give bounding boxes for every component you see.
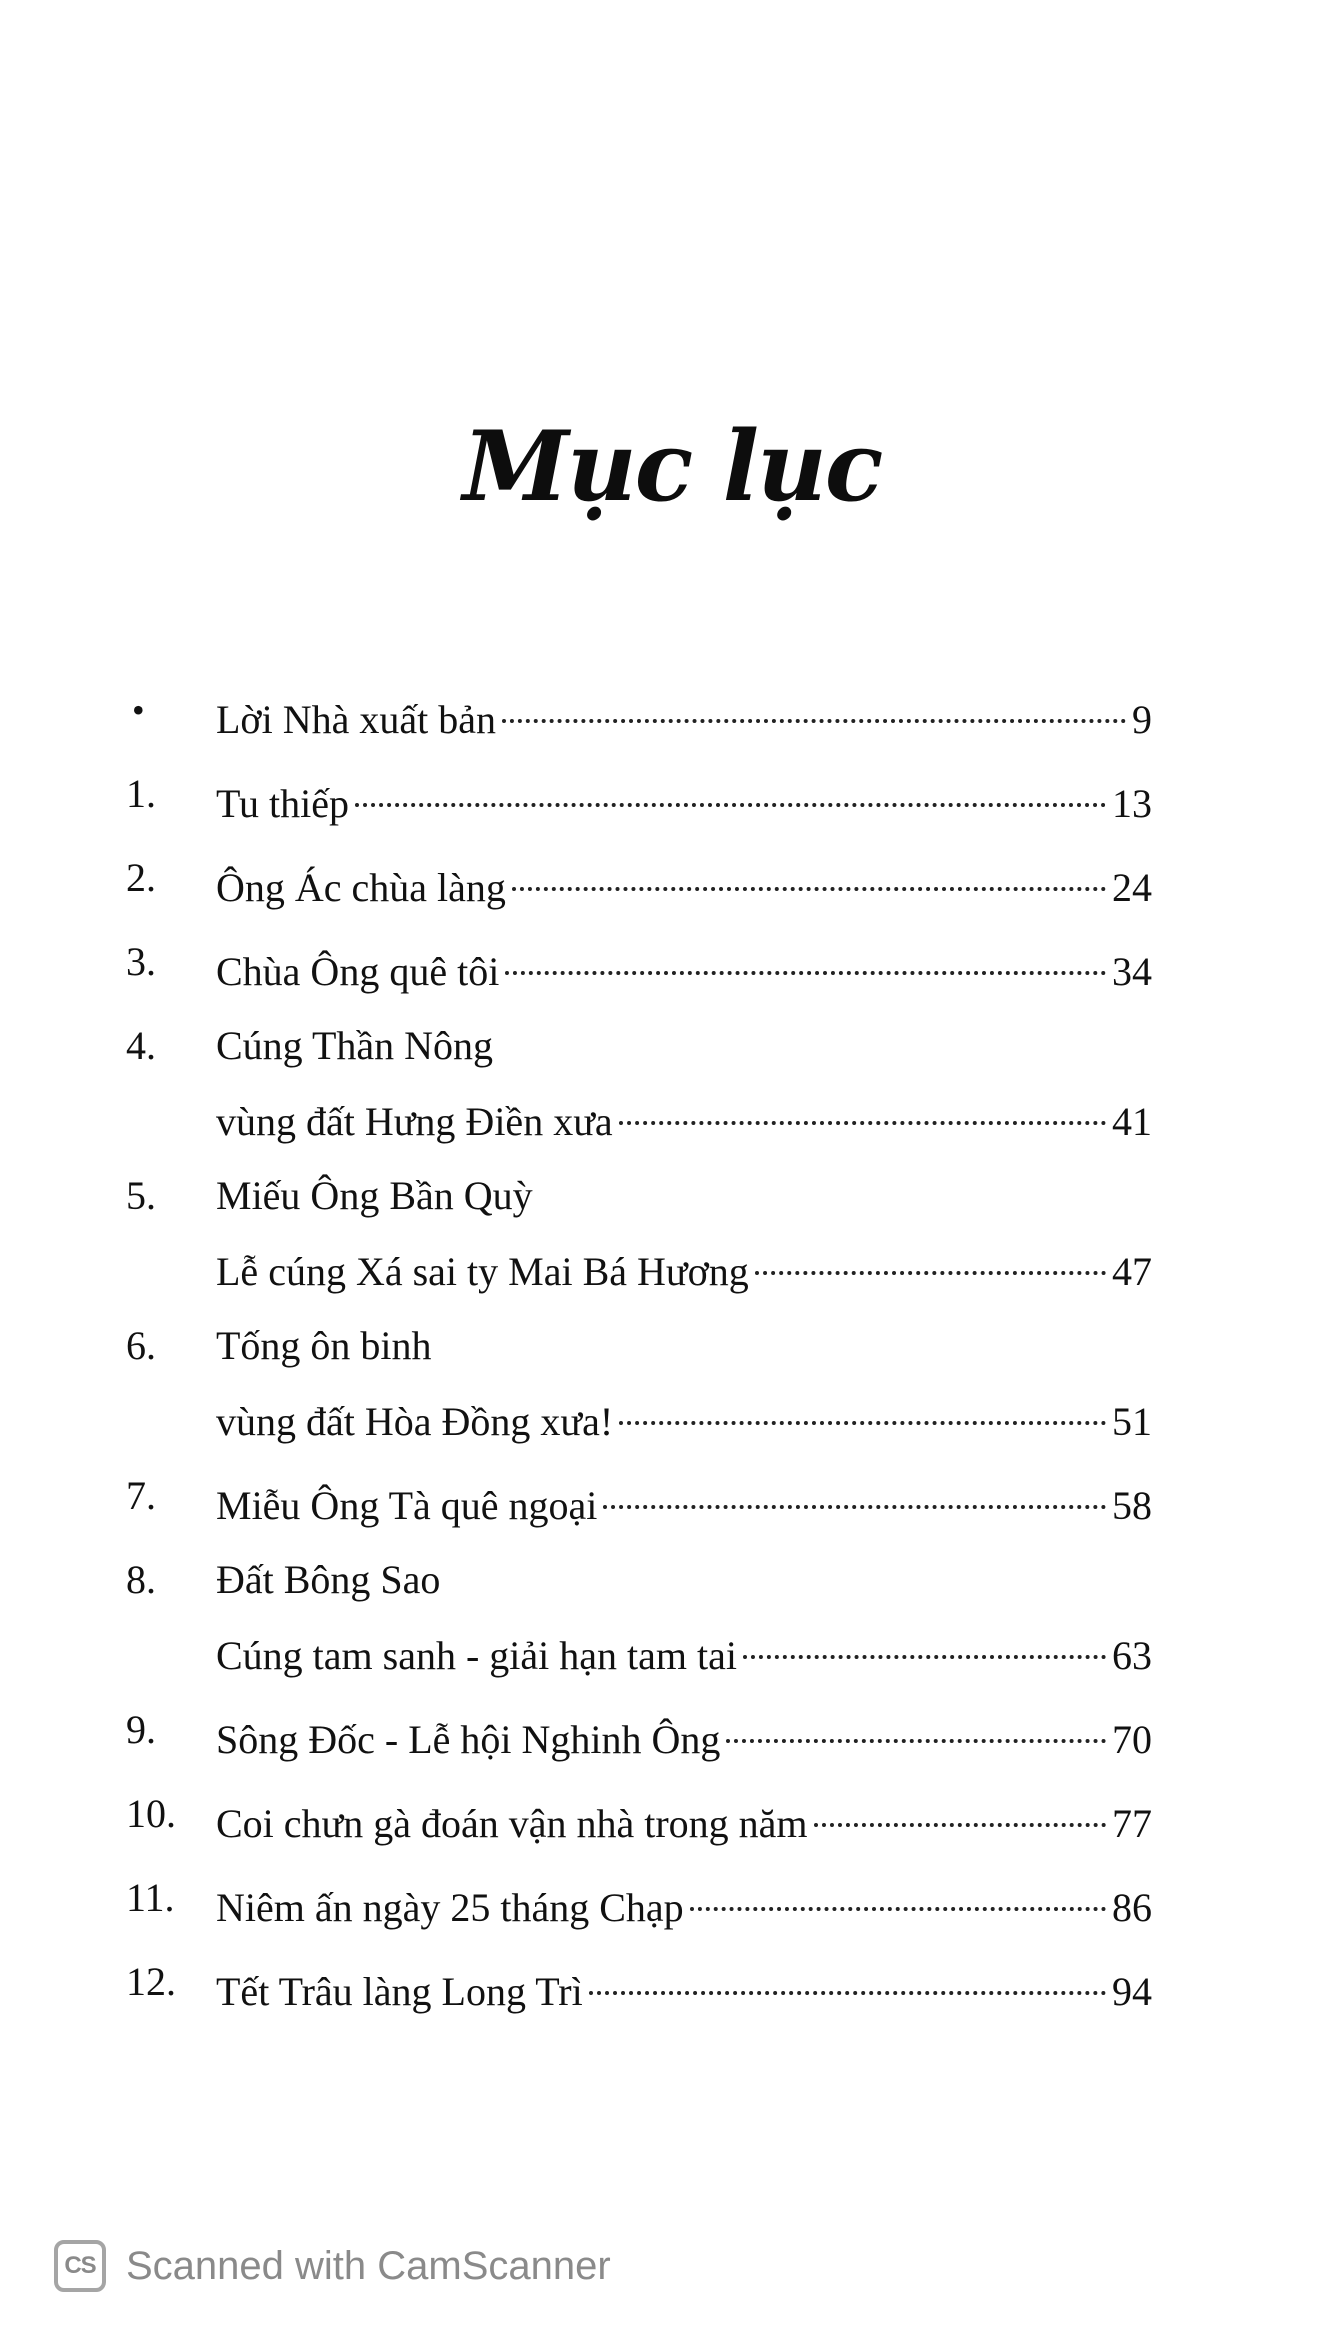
entry-number: 11.: [126, 1875, 175, 1920]
camscanner-logo-icon: CS: [54, 2240, 106, 2292]
entry-page: 51: [1112, 1399, 1152, 1444]
entry-title-line2: vùng đất Hòa Đồng xưa!: [216, 1399, 614, 1444]
dot-leader: [619, 1121, 1106, 1125]
entry-page: 24: [1112, 865, 1152, 910]
entry-page: 34: [1112, 949, 1152, 994]
entry-title-line1: Đất Bông Sao: [216, 1557, 441, 1602]
entry-title: Miễu Ông Tà quê ngoại: [216, 1483, 598, 1528]
dot-leader: [755, 1271, 1106, 1275]
dot-leader: [743, 1655, 1106, 1659]
entry-title: Niêm ấn ngày 25 tháng Chạp: [216, 1885, 684, 1930]
scanner-watermark: [54, 2236, 611, 2296]
toc-entry: [126, 1690, 1152, 1774]
entry-title: Chùa Ông quê tôi: [216, 949, 500, 994]
toc-entry: [126, 922, 1152, 1006]
toc-entry: [126, 838, 1152, 922]
toc-entry: [126, 1540, 1152, 1690]
toc-entry: [126, 1456, 1152, 1540]
entry-page: 41: [1112, 1099, 1152, 1144]
entry-number: 6.: [126, 1323, 156, 1368]
toc-entry: [126, 754, 1152, 838]
dot-leader: [726, 1739, 1106, 1743]
entry-number: 7.: [126, 1473, 156, 1518]
toc-entry: [126, 1858, 1152, 1942]
entry-number: •: [132, 690, 145, 730]
entry-page: 58: [1112, 1483, 1152, 1528]
page-title: Mục lục: [462, 410, 882, 523]
entry-number: 4.: [126, 1023, 156, 1068]
dot-leader: [814, 1823, 1106, 1827]
toc-entry: [126, 1774, 1152, 1858]
dot-leader: [589, 1991, 1106, 1995]
entry-page: 63: [1112, 1633, 1152, 1678]
watermark-text: Scanned with CamScanner: [126, 2243, 611, 2288]
entry-number: 3.: [126, 939, 156, 984]
entry-number: 5.: [126, 1173, 156, 1218]
toc-entry: [126, 670, 1152, 754]
dot-leader: [512, 887, 1106, 891]
entry-title-line2: vùng đất Hưng Điền xưa: [216, 1099, 613, 1144]
entry-title: Lời Nhà xuất bản: [216, 697, 496, 742]
entry-title: Tết Trâu làng Long Trì: [216, 1969, 583, 2014]
dot-leader: [603, 1505, 1106, 1509]
dot-leader: [502, 719, 1126, 723]
entry-number: 12.: [126, 1959, 176, 2004]
entry-title: Coi chưn gà đoán vận nhà trong năm: [216, 1801, 808, 1846]
entry-title-line2: Cúng tam sanh - giải hạn tam tai: [216, 1633, 737, 1678]
toc-entry: [126, 1006, 1152, 1156]
entry-title-line1: Cúng Thần Nông: [216, 1023, 494, 1068]
dot-leader: [690, 1907, 1106, 1911]
entry-page: 47: [1112, 1249, 1152, 1294]
entry-number: 1.: [126, 771, 156, 816]
dot-leader: [355, 803, 1106, 807]
entry-page: 77: [1112, 1801, 1152, 1846]
entry-page: 94: [1112, 1969, 1152, 2014]
entry-number: 9.: [126, 1707, 156, 1752]
entry-title-line1: Tống ôn binh: [216, 1323, 432, 1368]
toc-entry: [126, 1942, 1152, 2026]
entry-title-line1: Miếu Ông Bần Quỳ: [216, 1173, 533, 1218]
entry-page: 70: [1112, 1717, 1152, 1762]
entry-title: Tu thiếp: [216, 781, 350, 826]
entry-number: 2.: [126, 855, 156, 900]
toc-entry: [126, 1156, 1152, 1306]
entry-title-line2: Lễ cúng Xá sai ty Mai Bá Hương: [216, 1249, 749, 1294]
dot-leader: [619, 1421, 1106, 1425]
entry-number: 10.: [126, 1791, 176, 1836]
entry-page: 13: [1112, 781, 1152, 826]
entry-title: Sông Đốc - Lễ hội Nghinh Ông: [216, 1717, 721, 1762]
table-of-contents: [126, 670, 1152, 2026]
entry-number: 8.: [126, 1557, 156, 1602]
entry-page: 9: [1132, 697, 1152, 742]
dot-leader: [505, 971, 1106, 975]
toc-entry: [126, 1306, 1152, 1456]
entry-page: 86: [1112, 1885, 1152, 1930]
entry-title: Ông Ác chùa làng: [216, 865, 506, 910]
